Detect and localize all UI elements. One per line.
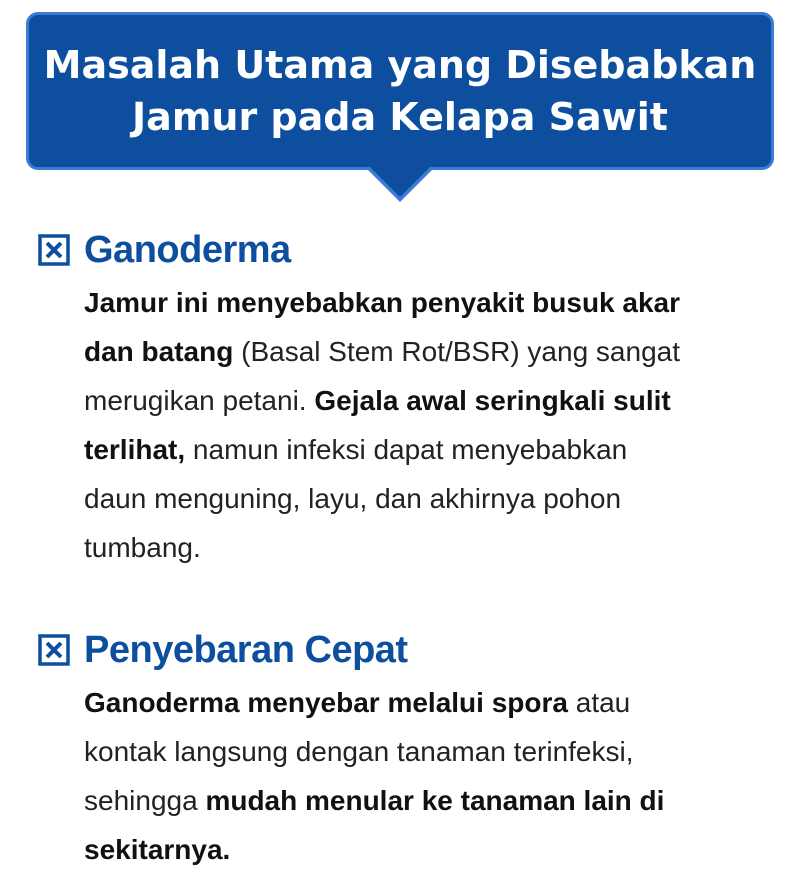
- section-title: Ganoderma: [84, 228, 291, 271]
- text: atau: [567, 687, 631, 718]
- body-line: [84, 678, 768, 727]
- section-ganoderma: [38, 222, 768, 572]
- banner-title-line-1: Masalah Utama yang Disebabkan: [43, 43, 757, 87]
- text: namun infeksi dapat menyebabkan: [185, 434, 628, 465]
- bold-text: mudah menular ke tanaman lain di: [205, 785, 665, 816]
- banner-title-line-2: Jamur pada Kelapa Sawit: [132, 95, 668, 139]
- text: daun menguning, layu, dan akhirnya pohon: [84, 483, 622, 514]
- body-line: [84, 327, 768, 376]
- text: kontak langsung dengan tanaman terinfeksi,: [84, 736, 634, 767]
- banner-pointer: [370, 167, 430, 197]
- section-title: Penyebaran Cepat: [84, 628, 408, 671]
- bold-text: sekitarnya.: [84, 834, 231, 865]
- bold-text: Jamur ini menyebabkan penyakit busuk akar: [84, 287, 681, 318]
- body-line: [84, 425, 768, 474]
- x-box-icon: [38, 234, 70, 266]
- section-penyebaran-cepat: [38, 622, 768, 874]
- section-body: [84, 678, 768, 874]
- title-banner: [26, 12, 774, 170]
- section-body: [84, 278, 768, 572]
- body-line: [84, 776, 768, 825]
- text: tumbang.: [84, 532, 201, 563]
- body-line: [84, 825, 768, 874]
- body-line: [84, 474, 768, 523]
- bold-text: Gejala awal seringkali sulit: [314, 385, 671, 416]
- section-heading-row: [38, 622, 768, 678]
- text: merugikan petani.: [84, 385, 315, 416]
- body-line: [84, 523, 768, 572]
- body-line: [84, 727, 768, 776]
- section-heading-row: [38, 222, 768, 278]
- x-box-icon: [38, 634, 70, 666]
- bold-text: terlihat,: [84, 434, 186, 465]
- bold-text: Ganoderma menyebar melalui spora: [84, 687, 568, 718]
- text: (Basal Stem Rot/BSR) yang sangat: [233, 336, 680, 367]
- body-line: [84, 376, 768, 425]
- bold-text: dan batang: [84, 336, 234, 367]
- body-line: [84, 278, 768, 327]
- text: sehingga: [84, 785, 206, 816]
